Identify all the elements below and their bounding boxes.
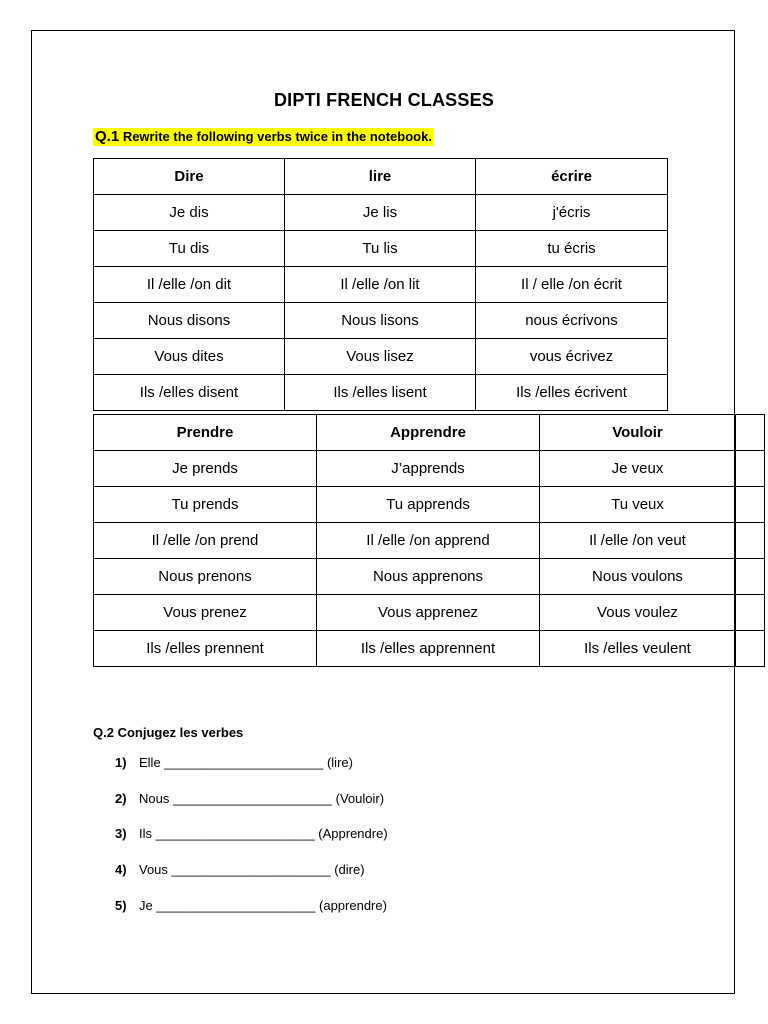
exercise-item	[115, 791, 384, 806]
exercise-item	[115, 862, 365, 877]
exercise-number: 4)	[115, 862, 127, 877]
question-1-text: Rewrite the following verbs twice in the notebook.	[122, 129, 432, 144]
table-empty-cell	[736, 451, 765, 487]
table-cell: Je dis	[94, 195, 285, 231]
verb-table-dire-lire-ecrire	[93, 158, 668, 411]
table-cell: Tu veux	[540, 487, 736, 523]
table-cell: Vous prenez	[94, 595, 317, 631]
table-cell: Nous apprenons	[317, 559, 540, 595]
exercise-item	[115, 755, 353, 770]
table-cell: Ils /elles disent	[94, 375, 285, 411]
table-cell: Ils /elles veulent	[540, 631, 736, 667]
table-row	[94, 303, 668, 339]
table-cell: Je lis	[285, 195, 476, 231]
question-1-number: Q.1	[95, 128, 120, 145]
table-cell: Nous voulons	[540, 559, 736, 595]
table-cell: Il / elle /on écrit	[476, 267, 668, 303]
table-header-cell: Vouloir	[540, 415, 736, 451]
table-empty-cell	[736, 559, 765, 595]
table-row	[94, 559, 765, 595]
question-1-instruction	[93, 128, 434, 146]
table-header-cell: Dire	[94, 159, 285, 195]
table-header-cell: Prendre	[94, 415, 317, 451]
table-cell: Tu apprends	[317, 487, 540, 523]
table-cell: J’apprends	[317, 451, 540, 487]
table-cell: Nous disons	[94, 303, 285, 339]
table-row	[94, 631, 765, 667]
table-row	[94, 195, 668, 231]
table-header-row	[94, 159, 668, 195]
exercise-number: 3)	[115, 826, 127, 841]
table-row	[94, 339, 668, 375]
table-cell: Je prends	[94, 451, 317, 487]
table-cell: j'écris	[476, 195, 668, 231]
table-empty-cell	[736, 487, 765, 523]
exercise-text: Je ______________________ (apprendre)	[139, 898, 387, 913]
table-cell: Tu prends	[94, 487, 317, 523]
table-cell: Il /elle /on veut	[540, 523, 736, 559]
table-cell: Il /elle /on apprend	[317, 523, 540, 559]
table-empty-cell	[736, 523, 765, 559]
table-empty-cell	[736, 415, 765, 451]
table-row	[94, 487, 765, 523]
table-cell: nous écrivons	[476, 303, 668, 339]
exercise-text: Ils ______________________ (Apprendre)	[139, 826, 388, 841]
table-row	[94, 451, 765, 487]
table-cell: Je veux	[540, 451, 736, 487]
exercise-item	[115, 898, 387, 913]
table-cell: tu écris	[476, 231, 668, 267]
table-empty-cell	[736, 631, 765, 667]
table-cell: Nous prenons	[94, 559, 317, 595]
table-row	[94, 595, 765, 631]
page-title: DIPTI FRENCH CLASSES	[273, 90, 495, 110]
exercise-text: Vous ______________________ (dire)	[139, 862, 365, 877]
table-cell: Vous voulez	[540, 595, 736, 631]
table-row	[94, 523, 765, 559]
exercise-item	[115, 826, 388, 841]
table-row	[94, 267, 668, 303]
table-cell: Nous lisons	[285, 303, 476, 339]
table-header-cell: Apprendre	[317, 415, 540, 451]
table-cell: Vous lisez	[285, 339, 476, 375]
question-2-heading: Q.2 Conjugez les verbes	[93, 725, 244, 740]
table-cell: Ils /elles prennent	[94, 631, 317, 667]
table-row	[94, 375, 668, 411]
table-cell: Il /elle /on lit	[285, 267, 476, 303]
table-cell: Tu dis	[94, 231, 285, 267]
table-header-cell: lire	[285, 159, 476, 195]
exercise-text: Elle ______________________ (lire)	[139, 755, 353, 770]
table-cell: Vous dites	[94, 339, 285, 375]
exercise-number: 1)	[115, 755, 127, 770]
table-header-row	[94, 415, 765, 451]
table-cell: vous écrivez	[476, 339, 668, 375]
table-cell: Il /elle /on prend	[94, 523, 317, 559]
exercise-number: 5)	[115, 898, 127, 913]
table-cell: Ils /elles apprennent	[317, 631, 540, 667]
table-row	[94, 231, 668, 267]
table-cell: Vous apprenez	[317, 595, 540, 631]
table-header-cell: écrire	[476, 159, 668, 195]
table-cell: Ils /elles écrivent	[476, 375, 668, 411]
table-cell: Tu lis	[285, 231, 476, 267]
table-cell: Il /elle /on dit	[94, 267, 285, 303]
exercise-text: Nous ______________________ (Vouloir)	[139, 791, 385, 806]
table-cell: Ils /elles lisent	[285, 375, 476, 411]
verb-table-prendre-apprendre-vouloir	[93, 414, 765, 667]
table-empty-cell	[736, 595, 765, 631]
exercise-number: 2)	[115, 791, 127, 806]
